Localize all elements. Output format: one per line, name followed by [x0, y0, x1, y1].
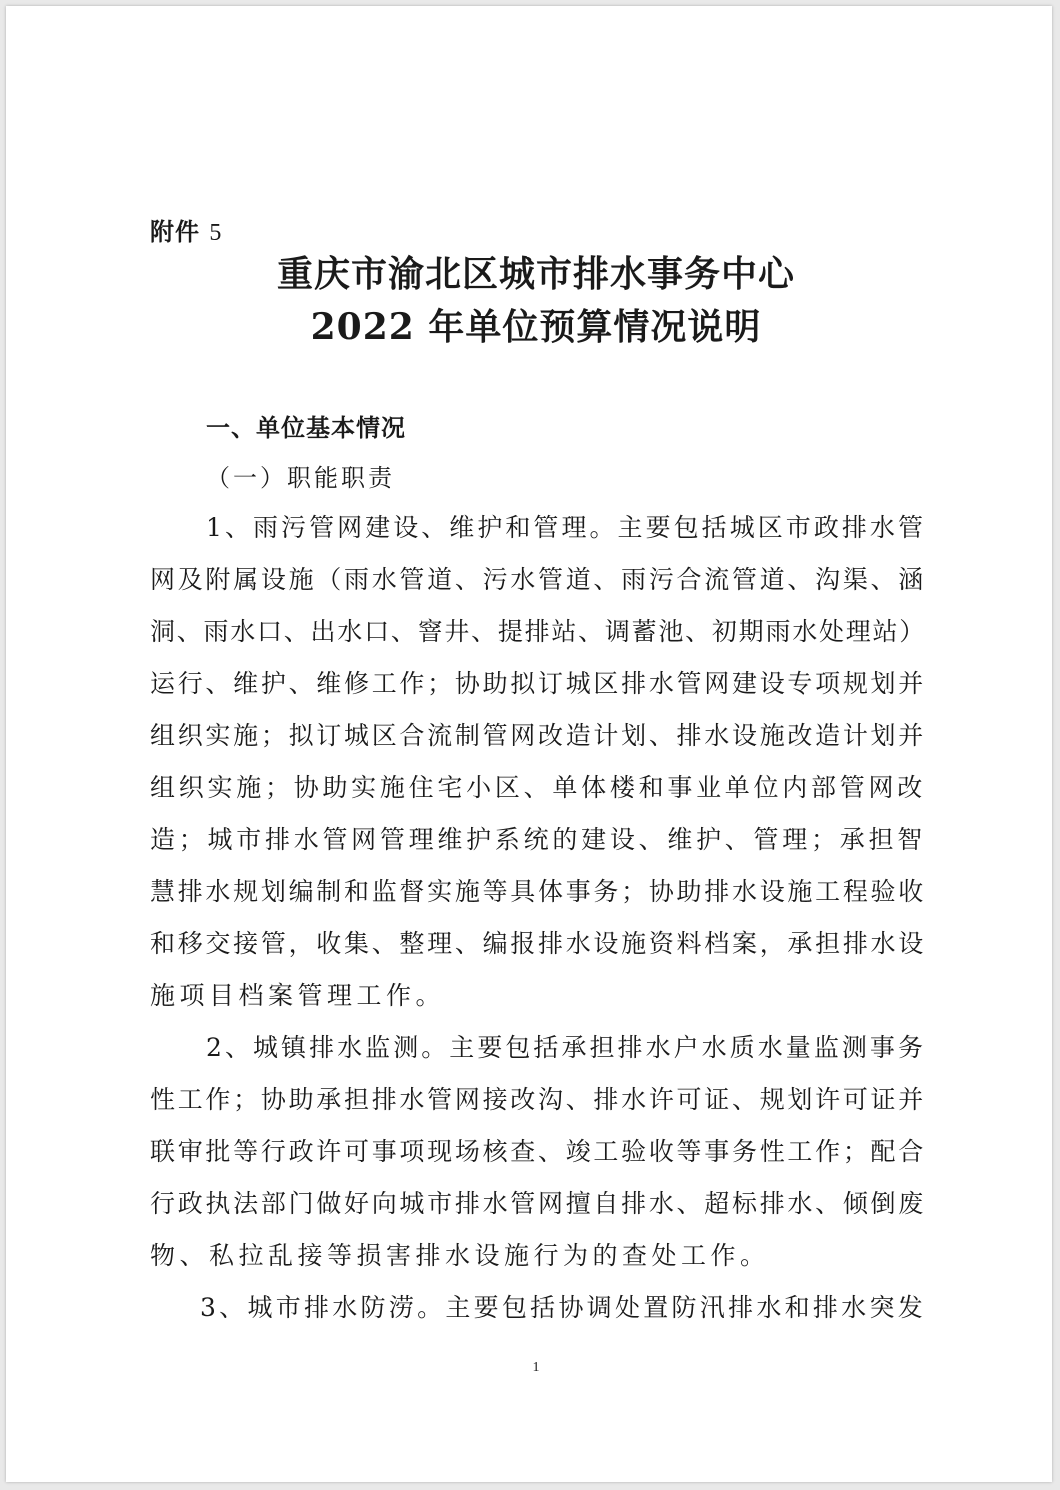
document-title-line-1: 重庆市渝北区城市排水事务中心: [276, 253, 795, 295]
section-heading-basic-info: 一、单位基本情况: [206, 414, 406, 442]
paragraph-line: 组织实施；协助实施住宅小区、单体楼和事业单位内部管网改: [150, 773, 926, 802]
paragraph-line: 网及附属设施（雨水管道、污水管道、雨污合流管道、沟渠、涵: [150, 565, 926, 594]
paragraph-3: [150, 1282, 926, 1334]
document-title-line-2: 2022 年单位预算情况说明: [310, 306, 762, 348]
paragraph-line: 运行、维护、维修工作；协助拟订城区排水管网建设专项规划并: [150, 669, 926, 698]
paragraph-1: [150, 502, 926, 1022]
paragraph-line: 慧排水规划编制和监督实施等具体事务；协助排水设施工程验收: [150, 877, 926, 906]
page-number: 1: [532, 1360, 540, 1375]
paragraph-line: 3、城市排水防涝。主要包括协调处置防汛排水和排水突发: [200, 1293, 926, 1322]
paragraph-line: 造；城市排水管网管理维护系统的建设、维护、管理；承担智: [150, 825, 926, 854]
paragraph-line: 施项目档案管理工作。: [150, 981, 446, 1010]
attachment-number: 5: [209, 220, 223, 246]
attachment-label: [150, 212, 222, 247]
paragraph-line: 联审批等行政许可事项现场核查、竣工验收等事务性工作；配合: [150, 1137, 926, 1166]
paragraph-line: 行政执法部门做好向城市排水管网擅自排水、超标排水、倾倒废: [150, 1189, 926, 1218]
paragraph-line: 1、雨污管网建设、维护和管理。主要包括城区市政排水管: [206, 513, 926, 542]
attachment-text: 附件: [150, 218, 200, 246]
paragraph-2: [150, 1022, 926, 1282]
document-page: [6, 6, 1052, 1482]
paragraph-line: 组织实施；拟订城区合流制管网改造计划、排水设施改造计划并: [150, 721, 926, 750]
paragraph-line: 物、私拉乱接等损害排水设施行为的查处工作。: [150, 1241, 770, 1270]
subsection-heading-duties: （一）职能职责: [206, 464, 395, 492]
paragraph-line: 洞、雨水口、出水口、窨井、提排站、调蓄池、初期雨水处理站）: [150, 617, 926, 646]
paragraph-line: 2、城镇排水监测。主要包括承担排水户水质水量监测事务: [206, 1033, 926, 1062]
paragraph-line: 性工作；协助承担排水管网接改沟、排水许可证、规划许可证并: [150, 1085, 926, 1114]
paragraph-line: 和移交接管，收集、整理、编报排水设施资料档案，承担排水设: [150, 929, 926, 958]
